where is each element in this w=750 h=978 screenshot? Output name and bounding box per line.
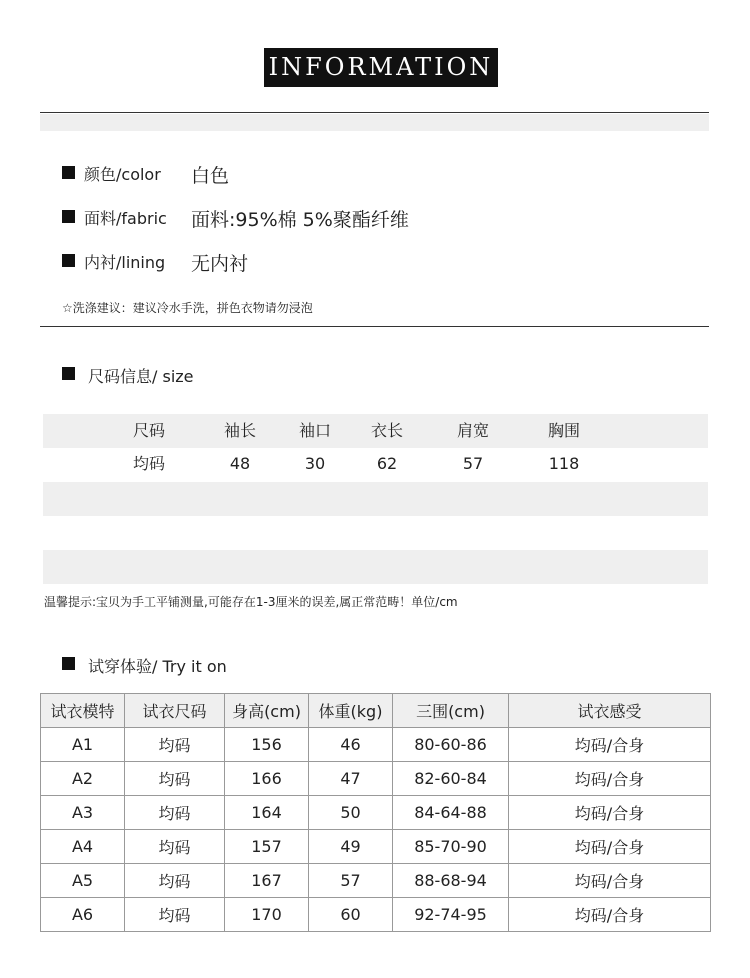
attr-label-lining: 内衬/lining [84, 253, 166, 272]
bullet-square-icon [62, 210, 75, 223]
table-row [41, 728, 711, 762]
try-header-cell: 试衣尺码 [125, 694, 225, 728]
table-cell: 166 [225, 762, 309, 796]
grey-strip [40, 114, 709, 131]
size-header-row [43, 414, 708, 448]
size-header-cell: 衣长 [370, 421, 404, 440]
table-cell: 92-74-95 [393, 898, 509, 932]
table-cell: 47 [309, 762, 393, 796]
size-header-cell: 尺码 [132, 421, 166, 440]
attr-value-color: 白色 [191, 165, 230, 187]
size-cell: 30 [304, 454, 326, 473]
bullet-square-icon [62, 657, 75, 670]
table-cell: 57 [309, 864, 393, 898]
table-cell: 均码 [125, 830, 225, 864]
bullet-square-icon [62, 367, 75, 380]
table-cell: 88-68-94 [393, 864, 509, 898]
table-cell: 84-64-88 [393, 796, 509, 830]
try-header-cell: 体重(kg) [309, 694, 393, 728]
table-cell: A6 [41, 898, 125, 932]
bullet-square-icon [62, 166, 75, 179]
table-cell: A3 [41, 796, 125, 830]
size-header-cell: 袖长 [223, 421, 257, 440]
table-cell: 164 [225, 796, 309, 830]
table-cell: A4 [41, 830, 125, 864]
attr-label-fabric: 面料/fabric [84, 209, 167, 228]
table-row [41, 898, 711, 932]
measurement-note: 温馨提示:宝贝为手工平铺测量,可能存在1-3厘米的误差,属正常范畴！单位/cm [44, 595, 458, 609]
information-banner: INFORMATION [264, 48, 498, 87]
size-empty-row [43, 550, 708, 584]
size-header-cell: 袖口 [298, 421, 332, 440]
table-cell: 均码 [125, 728, 225, 762]
table-cell: 均码/合身 [509, 898, 711, 932]
divider [40, 112, 709, 113]
table-cell: 170 [225, 898, 309, 932]
table-cell: 均码 [125, 898, 225, 932]
size-cell: 48 [229, 454, 251, 473]
size-header-cell: 胸围 [547, 421, 581, 440]
table-row [41, 796, 711, 830]
size-cell: 均码 [132, 454, 166, 473]
table-cell: 均码 [125, 762, 225, 796]
divider [40, 326, 709, 327]
table-cell: 均码/合身 [509, 728, 711, 762]
table-cell: 157 [225, 830, 309, 864]
size-data-row [43, 447, 708, 481]
table-row [41, 830, 711, 864]
bullet-square-icon [62, 254, 75, 267]
table-cell: 均码 [125, 864, 225, 898]
try-section-title: 试穿体验/ Try it on [88, 657, 227, 676]
table-cell: A2 [41, 762, 125, 796]
table-cell: 156 [225, 728, 309, 762]
try-on-table [40, 693, 711, 932]
size-cell: 57 [462, 454, 484, 473]
table-cell: 80-60-86 [393, 728, 509, 762]
attr-value-fabric: 面料:95%棉 5%聚酯纤维 [191, 209, 409, 231]
table-cell: 60 [309, 898, 393, 932]
try-header-cell: 试衣感受 [509, 694, 711, 728]
try-header-cell: 三围(cm) [393, 694, 509, 728]
table-cell: A1 [41, 728, 125, 762]
size-cell: 62 [376, 454, 398, 473]
wash-instructions: ☆洗涤建议：建议冷水手洗，拼色衣物请勿浸泡 [62, 301, 313, 315]
try-header-cell: 身高(cm) [225, 694, 309, 728]
table-cell: 均码/合身 [509, 830, 711, 864]
table-cell: 均码/合身 [509, 762, 711, 796]
table-cell: 50 [309, 796, 393, 830]
try-header-row [41, 694, 711, 728]
table-cell: 均码/合身 [509, 796, 711, 830]
table-cell: 167 [225, 864, 309, 898]
table-cell: 46 [309, 728, 393, 762]
attr-value-lining: 无内衬 [191, 253, 249, 275]
table-cell: 82-60-84 [393, 762, 509, 796]
table-row [41, 864, 711, 898]
size-header-cell: 肩宽 [456, 421, 490, 440]
size-section-title: 尺码信息/ size [88, 367, 194, 386]
table-cell: 49 [309, 830, 393, 864]
table-cell: 均码/合身 [509, 864, 711, 898]
table-cell: 85-70-90 [393, 830, 509, 864]
try-header-cell: 试衣模特 [41, 694, 125, 728]
size-cell: 118 [548, 454, 580, 473]
attr-label-color: 颜色/color [84, 165, 161, 184]
table-row [41, 762, 711, 796]
table-cell: A5 [41, 864, 125, 898]
size-empty-row [43, 482, 708, 516]
size-empty-row [43, 516, 708, 550]
table-cell: 均码 [125, 796, 225, 830]
